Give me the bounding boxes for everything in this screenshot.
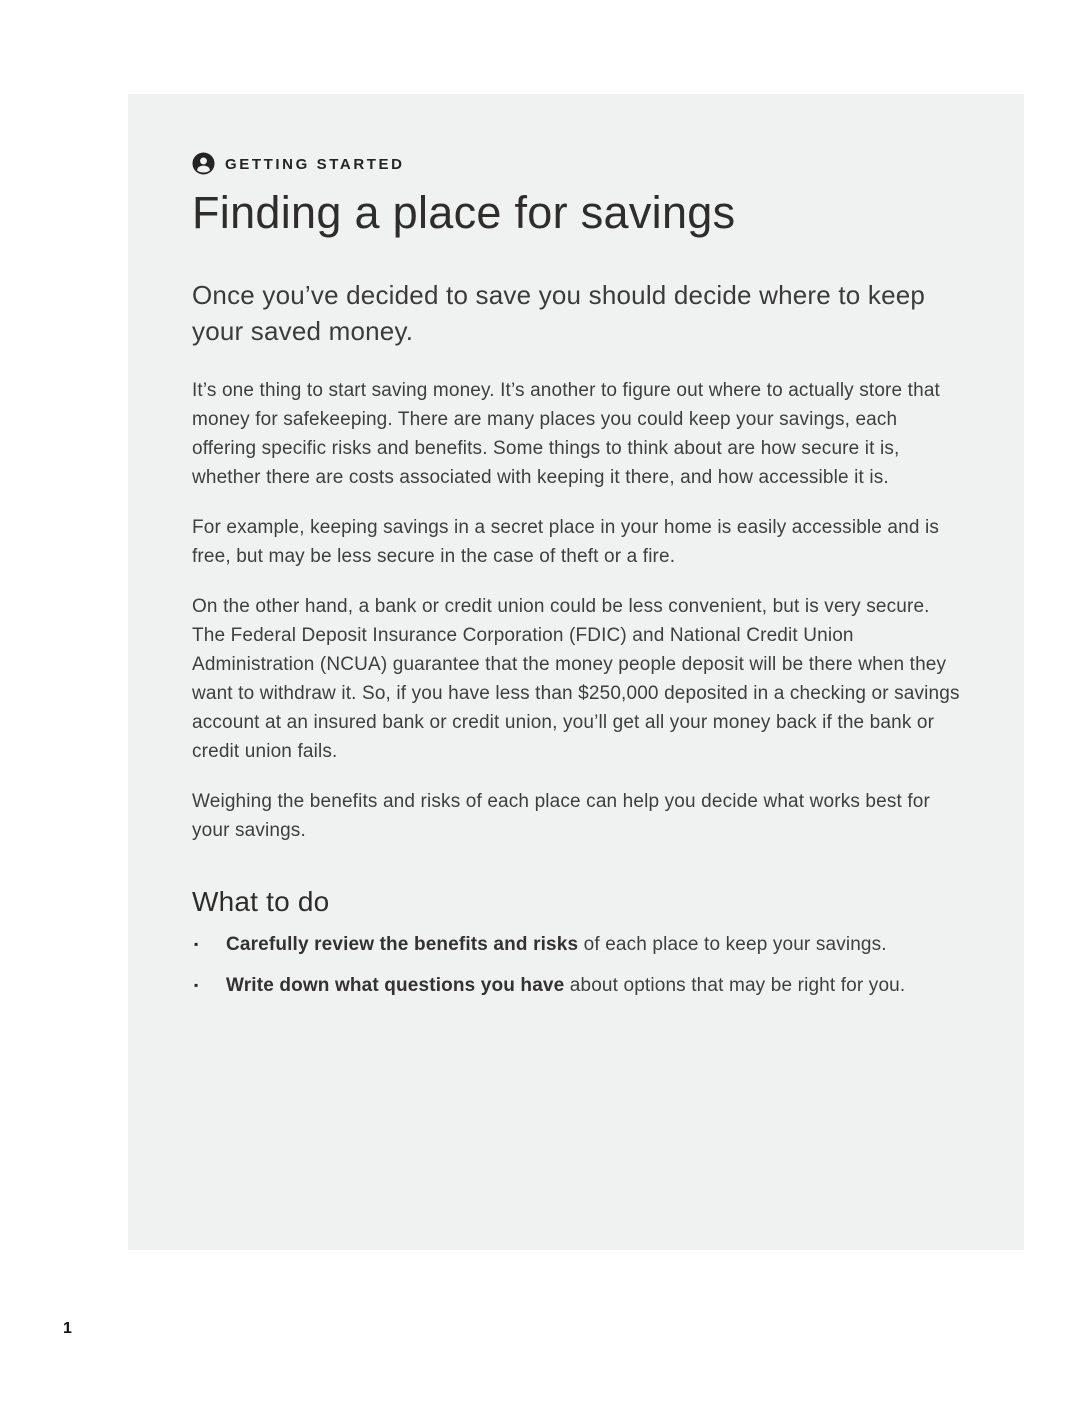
eyebrow-label: GETTING STARTED	[225, 156, 405, 173]
bullet-text	[226, 971, 905, 1000]
bullet-text	[226, 930, 887, 959]
bullet-rest-text: about options that may be right for you.	[564, 974, 906, 996]
person-icon	[192, 152, 215, 175]
list-item	[192, 930, 960, 959]
list-item	[192, 971, 960, 1000]
content-sheet	[128, 94, 1024, 1250]
page-number: 1	[63, 1320, 72, 1337]
what-to-do-list	[192, 930, 960, 1000]
page-title: Finding a place for savings	[192, 187, 736, 238]
what-to-do-heading: What to do	[192, 885, 330, 917]
bullet-bold-text: Write down what questions you have	[226, 974, 565, 996]
paragraph-1: It’s one thing to start saving money. It’s another to figure out where to actually store that money for safekeeping. There are many places you could keep your savings, each offering specific risks and benefits. Some things to think about are how secure it is, whether there are costs associated with keeping it there, and how accessible it is.	[192, 379, 940, 488]
bullet-icon: ▪	[194, 936, 199, 951]
content-column	[128, 94, 1024, 1000]
intro-subtitle: Once you’ve decided to save you should decide where to keep your saved money.	[192, 279, 926, 346]
paragraph-4: Weighing the benefits and risks of each place can help you decide what works best for your savings.	[192, 790, 930, 841]
paragraph-3: On the other hand, a bank or credit union could be less convenient, but is very secure. The Federal Deposit Insurance Corporation (FDIC) and National Credit Union Administration (NCUA) guarantee that the money people deposit will be there when they want to withdraw it. So, if you have less than $250,000 deposited in a checking or savings account at an insured bank or credit union, you’ll get all your money back if the bank or credit union fails.	[192, 595, 960, 762]
bullet-bold-text: Carefully review the benefits and risks	[226, 933, 579, 955]
eyebrow	[192, 152, 960, 175]
bullet-rest-text: of each place to keep your savings.	[578, 933, 887, 955]
paragraph-2: For example, keeping savings in a secret place in your home is easily accessible and is free, but may be less secure in the case of theft or a fire.	[192, 516, 940, 567]
bullet-icon: ▪	[194, 977, 199, 992]
